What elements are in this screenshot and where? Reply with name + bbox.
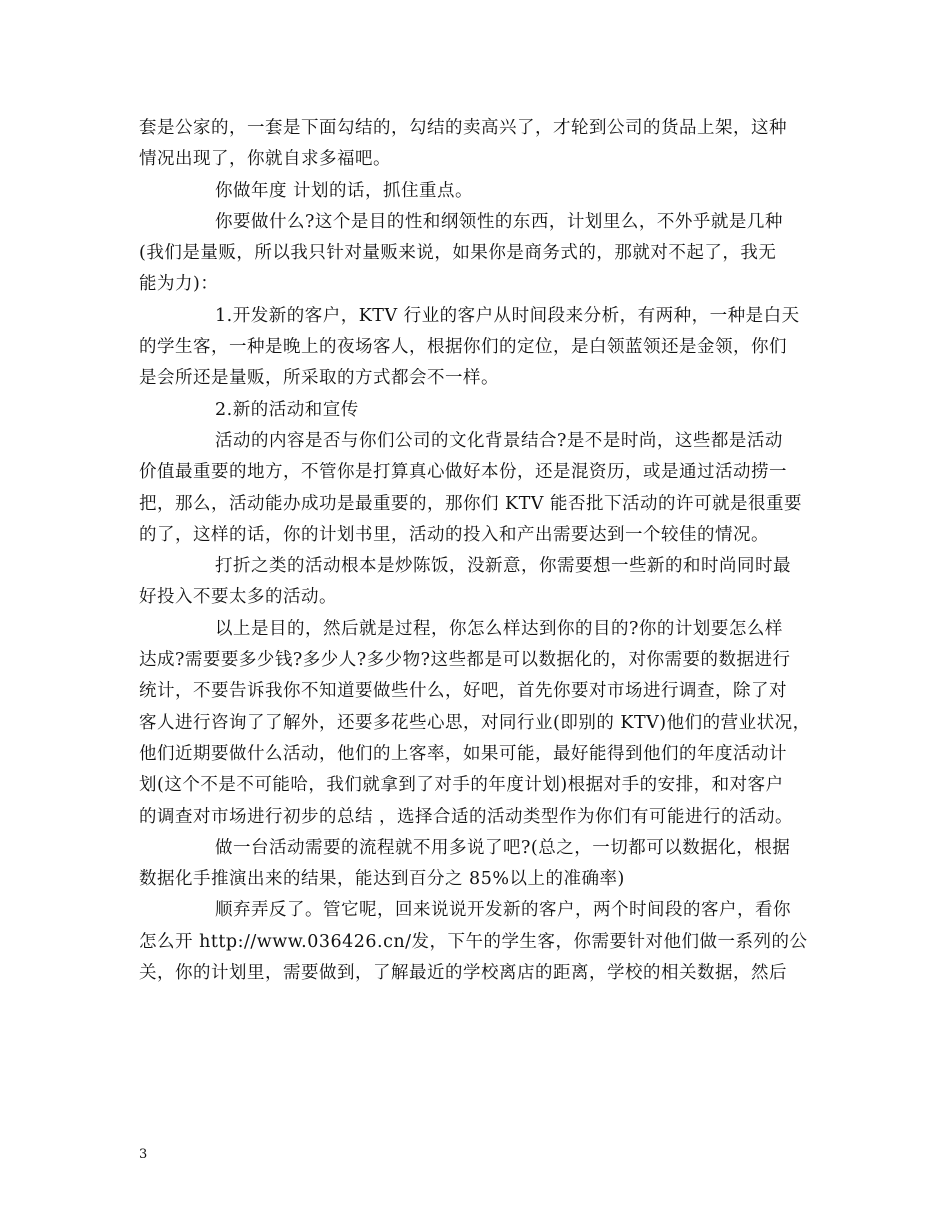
text-line: 顺弃弄反了。管它呢，回来说说开发新的客户，两个时间段的客户，看你: [215, 900, 791, 921]
text-line: 做一台活动需要的流程就不用多说了吧?(总之，一切都可以数据化，根据: [215, 837, 791, 858]
text-line: 2.新的活动和宣传: [215, 399, 359, 420]
text-line: 情况出现了，你就自求多福吧。: [139, 149, 391, 170]
text-line: 关，你的计划里，需要做到，了解最近的学校离店的距离，学校的相关数据，然后: [139, 963, 787, 984]
text-line: 划(这个不是不可能哈，我们就拿到了对手的年度计划)根据对手的安排，和对客户: [139, 775, 784, 796]
text-line: 数据化手推演出来的结果，能达到百分之 85%以上的准确率): [139, 869, 625, 890]
text-line: 把，那么，活动能办成功是最重要的，那你们 KTV 能否批下活动的许可就是很重要: [139, 493, 803, 514]
page-number: 3: [139, 1147, 148, 1162]
text-line: 价值最重要的地方，不管你是打算真心做好本份，还是混资历，或是通过活动捞一: [139, 462, 787, 483]
text-line: 1.开发新的客户，KTV 行业的客户从时间段来分析，有两种，一种是白天: [215, 305, 800, 326]
text-line: 你做年度 计划的话，抓住重点。: [215, 180, 474, 201]
text-line: 能为力)：: [139, 274, 219, 295]
text-line: 你要做什么?这个是目的性和纲领性的东西，计划里么，不外乎就是几种: [215, 211, 783, 232]
text-line: 以上是目的，然后就是过程，你怎么样达到你的目的?你的计划要怎么样: [215, 618, 783, 639]
text-line: 他们近期要做什么活动，他们的上客率，如果可能，最好能得到他们的年度活动计: [139, 743, 787, 764]
text-line: 打折之类的活动根本是炒陈饭，没新意，你需要想一些新的和时尚同时最: [215, 556, 791, 577]
text-line: 活动的内容是否与你们公司的文化背景结合?是不是时尚，这些都是活动: [215, 430, 783, 451]
text-line: 的了，这样的话，你的计划书里，活动的投入和产出需要达到一个较佳的情况。: [139, 524, 769, 545]
text-line: 客人进行咨询了了解外，还要多花些心思，对同行业(即别的 KTV)他们的营业状况，: [139, 712, 811, 733]
text-line: 统计，不要告诉我你不知道要做些什么，好吧，首先你要对市场进行调查，除了对: [139, 681, 787, 702]
document-body: [139, 113, 815, 989]
text-line: 好投入不要太多的活动。: [139, 587, 337, 608]
text-line: 套是公家的，一套是下面勾结的，勾结的卖高兴了，才轮到公司的货品上架，这种: [139, 118, 787, 138]
text-line: 的学生客，一种是晚上的夜场客人，根据你们的定位，是白领蓝领还是金领，你们: [139, 337, 787, 358]
text-line: (我们是量贩，所以我只针对量贩来说，如果你是商务式的，那就对不起了，我无: [139, 243, 777, 264]
text-line: 的调查对市场进行初步的总结 ，选择合适的活动类型作为你们有可能进行的活动。: [139, 806, 794, 827]
text-line: 是会所还是量贩，所采取的方式都会不一样。: [139, 368, 499, 389]
text-line: 怎么开 http://www.036426.cn/发，下午的学生客，你需要针对他们做一系列的公: [139, 931, 808, 952]
text-line: 达成?需要要多少钱?多少人?多少物?这些都是可以数据化的，对你需要的数据进行: [139, 650, 791, 671]
